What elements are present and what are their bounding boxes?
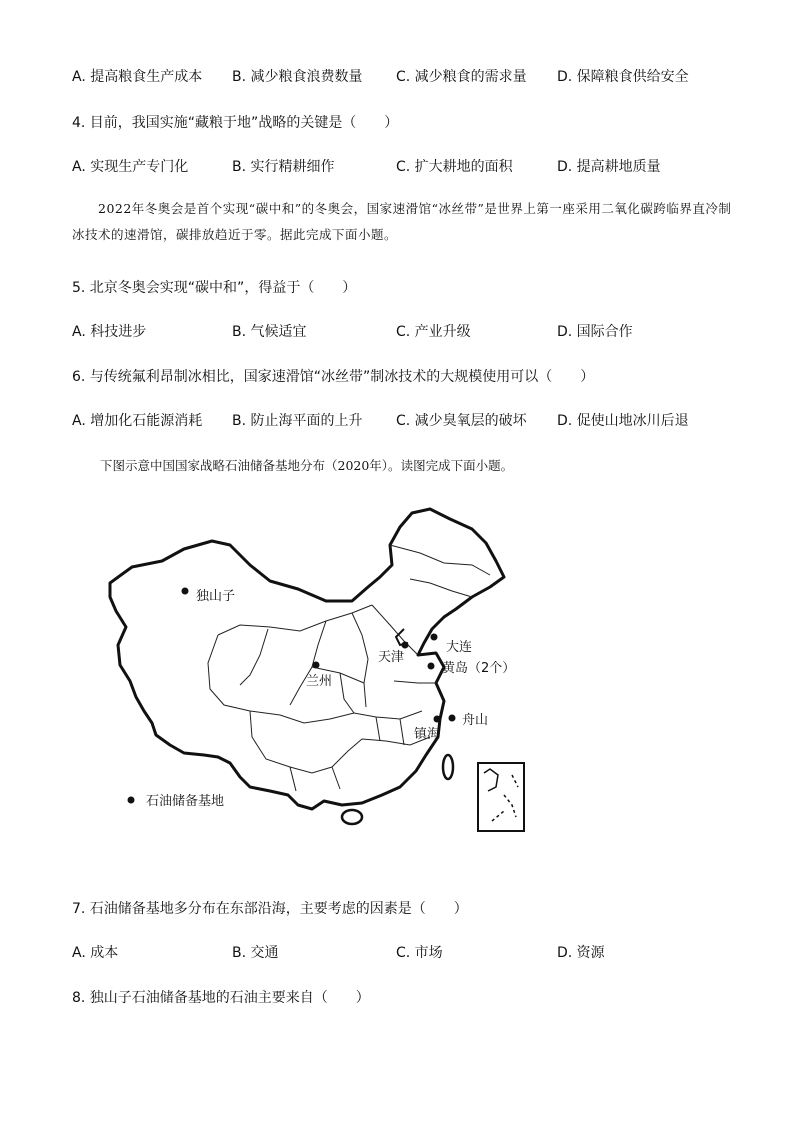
base-dot-dushanzi [182,588,189,595]
q4-option-c: C. 扩大耕地的面积 [396,159,513,175]
base-label-dushanzi: 独山子 [196,589,236,604]
taiwan-island [443,755,453,779]
base-dot-zhoushan [434,716,441,723]
base-dot-huangdao [428,663,435,670]
q4-option-b: B. 实行精耕细作 [232,159,335,175]
q5-option-a: A. 科技进步 [72,324,147,340]
q3-option-d: D. 保障粮食供给安全 [557,69,689,85]
hainan-island [342,810,362,824]
map-caption: 下图示意中国国家战略石油储备基地分布（2020年）。读图完成下面小题。 [100,458,514,473]
q5-option-c: C. 产业升级 [396,324,471,340]
q8-stem: 8. 独山子石油储备基地的石油主要来自（ ） [72,990,370,1006]
base-dot-lanzhou [313,662,320,669]
legend-label: 石油储备基地 [146,794,225,809]
base-label-huangdao: 黄岛（2个） [442,661,516,676]
legend-dot [128,797,135,804]
q7-option-b: B. 交通 [232,945,279,961]
q5-stem: 5. 北京冬奥会实现“碳中和”，得益于（ ） [72,280,357,296]
q6-option-d: D. 促使山地冰川后退 [557,413,689,429]
base-label-zhoushan: 舟山 [462,713,489,728]
base-label-dalian: 大连 [446,640,473,655]
q7-option-d: D. 资源 [557,945,605,961]
base-label-lanzhou: 兰州 [306,674,333,689]
q7-option-c: C. 市场 [396,945,443,961]
q7-stem: 7. 石油储备基地多分布在东部沿海，主要考虑的因素是（ ） [72,901,468,917]
q6-stem: 6. 与传统氟利昂制冰相比，国家速滑馆“冰丝带”制冰技术的大规模使用可以（ ） [72,369,595,385]
china-outline [110,509,504,809]
base-label-zhenhai: 镇海 [414,727,441,742]
inset-dashed-line [492,775,518,821]
inset-coast [484,769,498,791]
q3-option-b: B. 减少粮食浪费数量 [232,69,363,85]
base-dot-tianjin [402,642,409,649]
q3-option-c: C. 减少粮食的需求量 [396,69,527,85]
q7-option-a: A. 成本 [72,945,119,961]
q3-option-a: A. 提高粮食生产成本 [72,69,203,85]
q6-option-c: C. 减少臭氧层的破坏 [396,413,527,429]
q4-option-a: A. 实现生产专门化 [72,159,189,175]
base-label-tianjin: 天津 [378,650,405,665]
q5-option-b: B. 气候适宜 [232,324,307,340]
q4-option-d: D. 提高耕地质量 [557,159,661,175]
base-dot-zhoushan-2 [449,715,456,722]
passage-carbon-neutral: 2022年冬奥会是首个实现“碳中和”的冬奥会，国家速滑馆“冰丝带”是世界上第一座采用二氧化碳跨临界直冷制冰技术的速滑馆，碳排放趋近于零。据此完成下面小题。 [72,201,732,242]
q5-option-d: D. 国际合作 [557,324,633,340]
oil-reserve-map [100,505,540,845]
q4-stem: 4. 目前，我国实施“藏粮于地”战略的关键是（ ） [72,115,399,131]
base-dot-dalian [431,634,438,641]
q6-option-a: A. 增加化石能源消耗 [72,413,203,429]
q6-option-b: B. 防止海平面的上升 [232,413,363,429]
